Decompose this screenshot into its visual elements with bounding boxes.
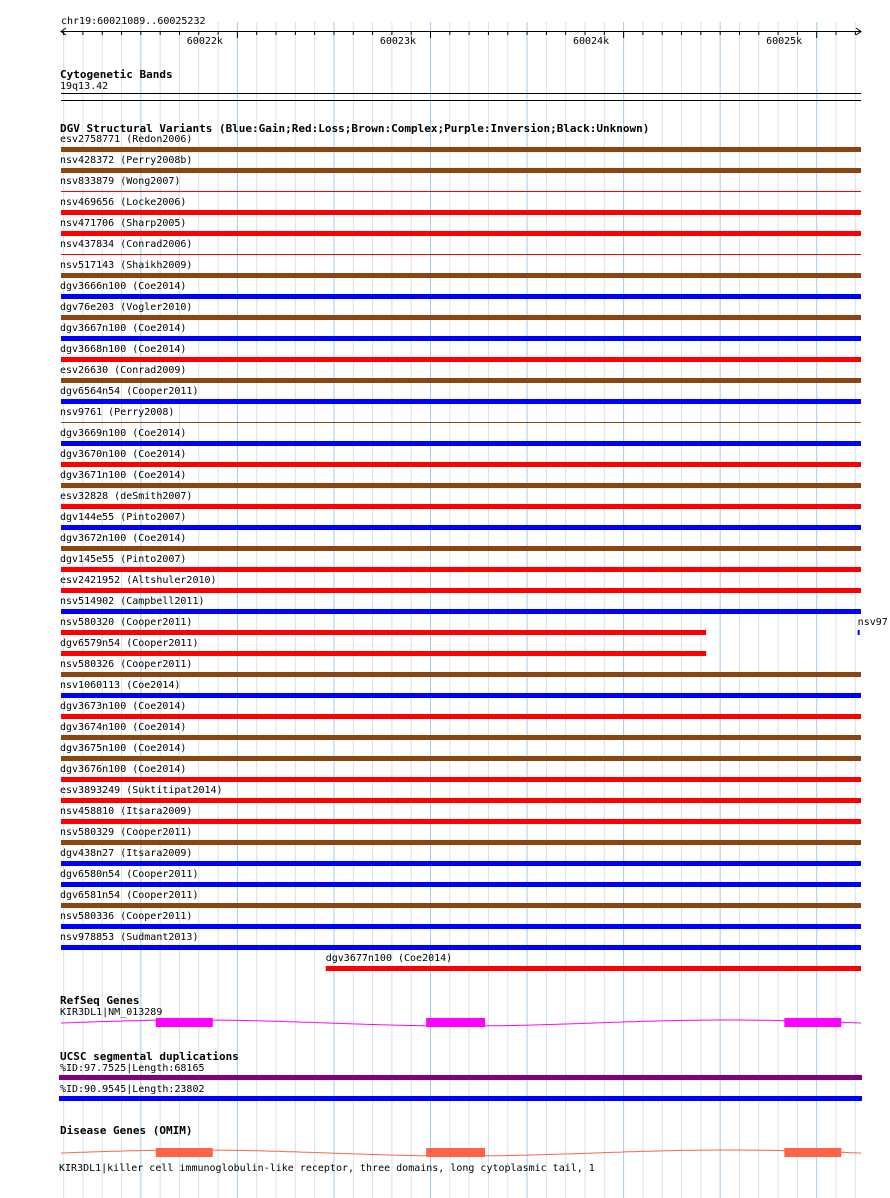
dgv-variant-label[interactable]: nsv514902 (Campbell2011) — [60, 596, 205, 607]
dgv-variant-label[interactable]: dgv6580n54 (Cooper2011) — [60, 869, 199, 880]
dgv-variant-bar — [61, 714, 861, 719]
dgv-variant-label[interactable]: nsv469656 (Locke2006) — [60, 197, 187, 208]
dgv-variant-bar — [61, 294, 861, 299]
refseq-exon — [156, 1018, 213, 1027]
dgv-variant-bar — [61, 441, 861, 446]
omim-exon — [156, 1148, 213, 1157]
dgv-variant-label[interactable]: dgv3671n100 (Coe2014) — [60, 470, 187, 481]
dgv-variant-label[interactable]: esv32828 (deSmith2007) — [60, 491, 193, 502]
refseq-exon — [426, 1018, 485, 1027]
dgv-variant-bar — [61, 609, 861, 614]
dgv-variant-label[interactable]: nsv437834 (Conrad2006) — [60, 239, 193, 250]
dgv-variant-bar — [61, 378, 861, 383]
dgv-variant-label[interactable]: dgv3666n100 (Coe2014) — [60, 281, 187, 292]
ruler-tick-label: 60022k — [186, 36, 223, 47]
segdup-bar — [59, 1075, 862, 1080]
dgv-variant-bar — [61, 525, 861, 530]
dgv-variant-bar — [61, 861, 861, 866]
dgv-variant-label[interactable]: dgv3677n100 (Coe2014) — [325, 953, 453, 964]
dgv-variant-label[interactable]: dgv3667n100 (Coe2014) — [60, 323, 187, 334]
dgv-variant-label[interactable]: nsv580320 (Cooper2011) — [60, 617, 193, 628]
omim-exon — [426, 1148, 485, 1157]
dgv-variant-label[interactable]: nsv580336 (Cooper2011) — [60, 911, 193, 922]
dgv-variant-label[interactable]: dgv3672n100 (Coe2014) — [60, 533, 187, 544]
dgv-variant-label[interactable]: nsv458810 (Itsara2009) — [60, 806, 193, 817]
dgv-variant-bar — [61, 336, 861, 341]
omim-exon — [784, 1148, 841, 1157]
ruler-tick-label: 60024k — [572, 36, 610, 47]
dgv-variant-bar — [61, 357, 861, 362]
dgv-variant-bar — [61, 168, 861, 173]
dgv-variant-bar — [61, 924, 861, 929]
dgv-variant-bar — [61, 462, 861, 467]
dgv-variant-label[interactable]: dgv145e55 (Pinto2007) — [60, 554, 187, 565]
dgv-variant-label[interactable]: nsv1060113 (Coe2014) — [60, 680, 181, 691]
cytoband-label: 19q13.42 — [60, 81, 109, 92]
ruler-tick-label: 60023k — [379, 36, 417, 47]
dgv-variant-label[interactable]: nsv471706 (Sharp2005) — [60, 218, 187, 229]
dgv-variant-bar — [61, 756, 861, 761]
dgv-variant-bar — [326, 966, 861, 971]
dgv-variant-bar — [61, 399, 861, 404]
dgv-variant-bar — [61, 819, 861, 824]
omim-track-title[interactable]: Disease Genes (OMIM) — [60, 1124, 193, 1137]
ruler-tick-label: 60025k — [766, 36, 803, 47]
dgv-variant-label[interactable]: dgv6579n54 (Cooper2011) — [60, 638, 199, 649]
dgv-variant-label[interactable]: esv2421952 (Altshuler2010) — [60, 575, 217, 586]
dgv-variant-bar — [858, 630, 860, 635]
dgv-variant-label[interactable]: dgv3675n100 (Coe2014) — [60, 743, 187, 754]
dgv-variant-label[interactable]: esv2758771 (Redon2006) — [60, 134, 193, 145]
dgv-variant-bar — [61, 630, 706, 635]
dgv-variant-label[interactable]: dgv3668n100 (Coe2014) — [60, 344, 187, 355]
ruler-position-label: chr19:60021089..60025232 — [61, 16, 206, 27]
dgv-variant-label[interactable]: dgv438n27 (Itsara2009) — [60, 848, 193, 859]
segdup-item-label[interactable]: %ID:97.7525|Length:68165 — [60, 1063, 205, 1074]
dgv-variant-label[interactable]: nsv9761 (Perry2008) — [60, 407, 175, 418]
dgv-variant-bar — [61, 588, 861, 593]
dgv-variant-bar — [61, 945, 861, 950]
cytoband-track-title[interactable]: Cytogenetic Bands — [60, 68, 173, 81]
dgv-variant-label[interactable]: nsv97 — [857, 617, 888, 628]
dgv-variant-label[interactable]: esv3893249 (Suktitipat2014) — [60, 785, 223, 796]
omim-gene-label[interactable]: KIR3DL1|killer cell immunoglobulin-like receptor, three domains, long cytoplasmic tail, 1 — [59, 1163, 595, 1174]
dgv-variant-label[interactable]: nsv580329 (Cooper2011) — [60, 827, 193, 838]
dgv-variant-bar — [61, 210, 861, 215]
dgv-variant-bar — [61, 315, 861, 320]
segdup-bar — [59, 1096, 862, 1101]
dgv-variant-bar — [61, 546, 861, 551]
dgv-variant-bar — [61, 422, 861, 423]
dgv-variant-bar — [61, 231, 861, 236]
dgv-variant-bar — [61, 483, 861, 488]
dgv-variant-label[interactable]: dgv3670n100 (Coe2014) — [60, 449, 187, 460]
dgv-variant-label[interactable]: nsv580326 (Cooper2011) — [60, 659, 193, 670]
refseq-exon — [784, 1018, 841, 1027]
dgv-variant-bar — [61, 903, 861, 908]
dgv-variant-label[interactable]: esv26630 (Conrad2009) — [60, 365, 187, 376]
dgv-variant-bar — [61, 191, 861, 192]
dgv-variant-label[interactable]: dgv76e203 (Vogler2010) — [60, 302, 193, 313]
dgv-variant-label[interactable]: dgv3676n100 (Coe2014) — [60, 764, 187, 775]
dgv-variant-bar — [61, 273, 861, 278]
segdup-item-label[interactable]: %ID:90.9545|Length:23802 — [60, 1084, 205, 1095]
dgv-variant-label[interactable]: nsv428372 (Perry2008b) — [60, 155, 193, 166]
dgv-variant-label[interactable]: nsv517143 (Shaikh2009) — [60, 260, 193, 271]
dgv-variant-bar — [61, 147, 861, 152]
dgv-variant-bar — [61, 798, 861, 803]
dgv-variant-label[interactable]: dgv3669n100 (Coe2014) — [60, 428, 187, 439]
dgv-variant-label[interactable]: dgv6564n54 (Cooper2011) — [60, 386, 199, 397]
dgv-variant-label[interactable]: dgv3674n100 (Coe2014) — [60, 722, 187, 733]
dgv-variant-bar — [61, 882, 861, 887]
dgv-variant-bar — [61, 651, 706, 656]
dgv-variant-bar — [61, 567, 861, 572]
dgv-track-title[interactable]: DGV Structural Variants (Blue:Gain;Red:Loss;Brown:Complex;Purple:Inversion;Black:Unknown) — [60, 122, 650, 135]
dgv-variant-bar — [61, 735, 861, 740]
refseq-track-title[interactable]: RefSeq Genes — [60, 994, 140, 1007]
dgv-variant-bar — [61, 254, 861, 255]
dgv-variant-label[interactable]: dgv3673n100 (Coe2014) — [60, 701, 187, 712]
dgv-variant-label[interactable]: nsv833879 (Wong2007) — [60, 176, 181, 187]
dgv-variant-bar — [61, 672, 861, 677]
dgv-variant-label[interactable]: dgv6581n54 (Cooper2011) — [60, 890, 199, 901]
dgv-variant-bar — [61, 693, 861, 698]
dgv-variant-label[interactable]: nsv978853 (Sudmant2013) — [60, 932, 199, 943]
dgv-variant-bar — [61, 504, 861, 509]
dgv-variant-label[interactable]: dgv144e55 (Pinto2007) — [60, 512, 187, 523]
segdup-track-title[interactable]: UCSC segmental duplications — [60, 1050, 239, 1063]
dgv-variant-bar — [61, 840, 861, 845]
dgv-variant-bar — [61, 777, 861, 782]
refseq-gene-label[interactable]: KIR3DL1|NM_013289 — [60, 1007, 163, 1018]
